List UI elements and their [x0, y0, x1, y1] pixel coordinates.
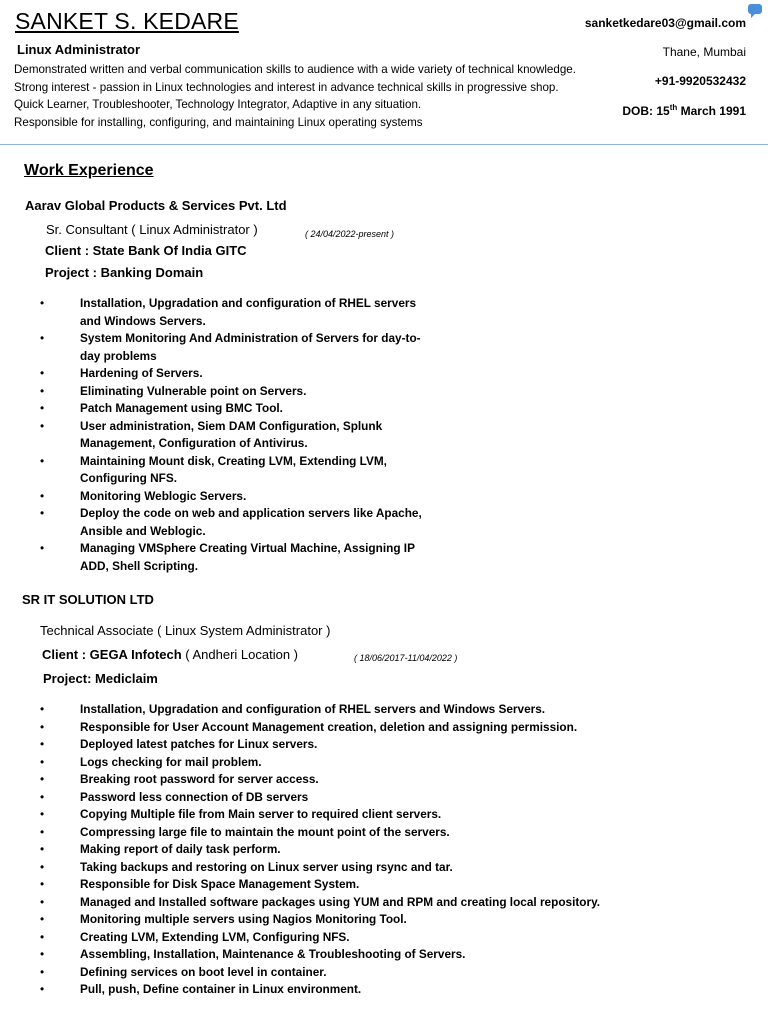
candidate-name: SANKET S. KEDARE — [15, 8, 239, 34]
list-item: • Making report of daily task perform. — [40, 842, 281, 856]
summary-line: Demonstrated written and verbal communication skills to audience with a wide variety of technical knowledge. — [14, 63, 576, 76]
summary-line: Responsible for installing, configuring, and maintaining Linux operating systems — [14, 115, 423, 129]
job-period: ( 24/04/2022-present ) — [305, 229, 395, 239]
dob-suffix: March 1991 — [677, 104, 746, 118]
email-address[interactable]: sanketkedare03@gmail.com — [584, 16, 746, 30]
job-project: Project: Mediclaim — [43, 671, 158, 686]
list-item: • Managing VMSphere Creating Virtual Machine, Assigning IP ADD, Shell Scripting. — [40, 541, 415, 573]
job-2-bullets — [40, 701, 600, 999]
summary-block — [14, 61, 576, 131]
list-item: • Hardening of Servers. — [40, 366, 203, 380]
list-item: • Assembling, Installation, Maintenance & Troubleshooting of Servers. — [40, 947, 466, 961]
job-role: Technical Associate ( Linux System Administrator ) — [40, 623, 331, 638]
list-item: • Copying Multiple file from Main server to required client servers. — [40, 807, 442, 821]
job-role: Sr. Consultant ( Linux Administrator ) — [46, 222, 258, 237]
company-name: Aarav Global Products & Services Pvt. Ltd — [25, 198, 287, 213]
list-item: • Taking backups and restoring on Linux server using rsync and tar. — [40, 859, 453, 874]
list-item: • Maintaining Mount disk, Creating LVM, Extending LVM, Configuring NFS. — [40, 453, 387, 485]
dob-prefix: DOB: 15 — [622, 104, 670, 118]
list-item: • Breaking root password for server access. — [40, 772, 319, 786]
dob-sup: th — [669, 103, 678, 112]
location: Thane, Mumbai — [662, 45, 746, 59]
phone-number: +91-9920532432 — [654, 74, 746, 88]
job-1-bullets — [40, 295, 440, 575]
client-location: ( Andheri Location ) — [181, 647, 298, 662]
date-of-birth — [622, 103, 746, 118]
candidate-title: Linux Administrator — [17, 42, 141, 57]
job-client: Client : State Bank Of India GITC — [45, 243, 247, 258]
list-item: • Installation, Upgradation and configuration of RHEL servers and Windows Servers. — [40, 296, 417, 328]
company-name: SR IT SOLUTION LTD — [22, 592, 154, 607]
list-item: • Pull, push, Define container in Linux environment. — [40, 982, 362, 996]
list-item: • System Monitoring And Administration of Servers for day-to-day problems — [40, 331, 421, 363]
chat-bubble-icon[interactable] — [748, 4, 762, 14]
list-item: • Defining services on boot level in container. — [40, 964, 327, 979]
list-item: • Eliminating Vulnerable point on Servers. — [40, 383, 307, 398]
list-item: • Deploy the code on web and application servers like Apache, Ansible and Weblogic. — [40, 506, 422, 538]
list-item: • Password less connection of DB servers — [40, 789, 309, 804]
job-period: ( 18/06/2017-11/04/2022 ) — [354, 653, 458, 663]
list-item: • Monitoring Weblogic Servers. — [40, 488, 247, 503]
list-item: • User administration, Siem DAM Configuration, Splunk Management, Configuration of Antivirus. — [40, 418, 383, 450]
summary-line: Strong interest - passion in Linux technologies and interest in advance technical skills in progressive shop. — [14, 80, 559, 94]
job-project: Project : Banking Domain — [45, 265, 204, 280]
list-item: • Managed and Installed software packages using YUM and RPM and creating local repository. — [40, 894, 601, 909]
list-item: • Creating LVM, Extending LVM, Configuring NFS. — [40, 929, 350, 944]
list-item: • Deployed latest patches for Linux servers. — [40, 737, 318, 751]
list-item: • Logs checking for mail problem. — [40, 754, 262, 769]
job-client — [42, 647, 298, 662]
list-item: • Compressing large file to maintain the mount point of the servers. — [40, 824, 450, 839]
list-item: • Responsible for Disk Space Management System. — [40, 877, 360, 891]
work-experience-heading: Work Experience — [24, 162, 154, 179]
list-item: • Monitoring multiple servers using Nagios Monitoring Tool. — [40, 912, 407, 926]
list-item: • Patch Management using BMC Tool. — [40, 401, 283, 415]
list-item: • Installation, Upgradation and configuration of RHEL servers and Windows Servers. — [40, 702, 546, 716]
client-name: Client : GEGA Infotech — [42, 647, 182, 662]
list-item: • Responsible for User Account Management creation, deletion and assigning permission. — [40, 719, 578, 734]
summary-line: Quick Learner, Troubleshooter, Technology Integrator, Adaptive in any situation. — [14, 98, 422, 111]
header-divider — [0, 144, 768, 145]
